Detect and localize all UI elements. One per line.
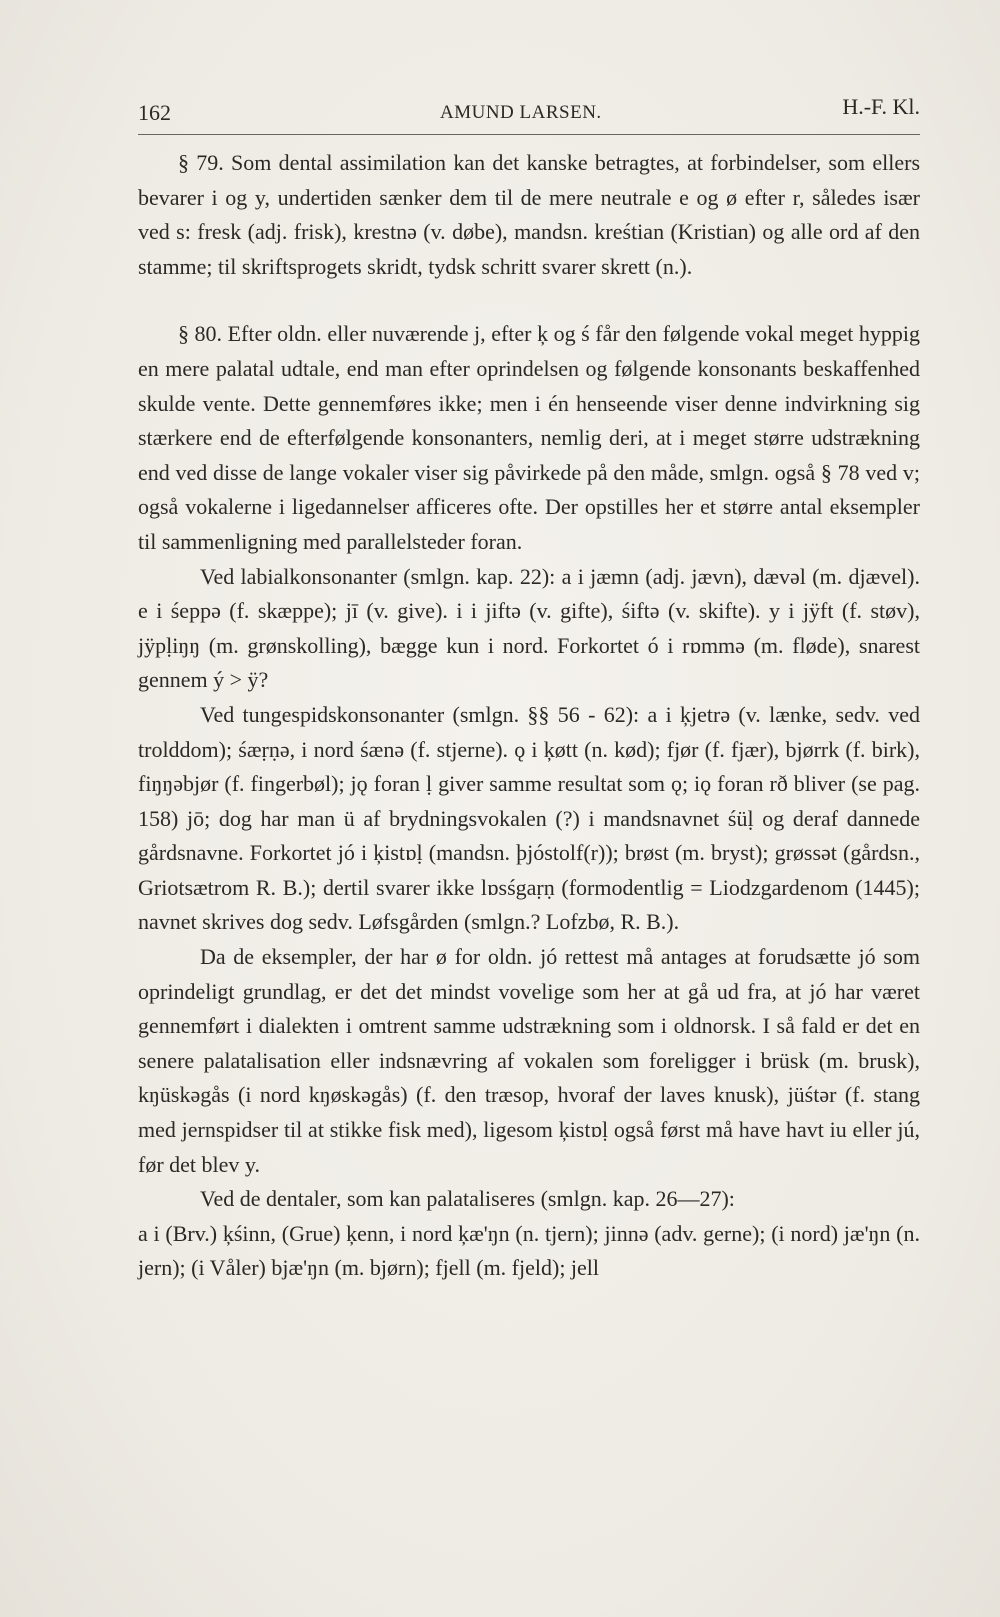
paragraph-tongue-tip: Ved tungespidskonsonanter (smlgn. §§ 56 - 62): a i ķjetrə (v. lænke, sedv. ved trolddom); śæṛṇə, i nord śænə (f. stjerne). ǫ i ķøtt (n. kød); fjør (f. fjær), bjørrk (f. birk), fiŋŋəbjør (f. fingerbøl); jǫ foran ḷ giver samme resultat som ǫ; iǫ foran rð bliver (se pag. 158) jō; dog har man ü af brydningsvokalen (?) i mandsnavnet śüḷ og deraf dannede gårdsnavne. Forkortet jó i ķistɒḷ (mandsn. þjóstolf(r)); brøst (m. bryst); grøssət (gårdsn., Griotsætrom R. B.); dertil svarer ikke lɒsśgaṛṇ (formodentlig = Liodzgardenom (1445); navnet skrives dog sedv. Løfsgården (smlgn.? Lofzbø, R. B.). [138,701,920,935]
running-title: AMUND LARSEN. [440,102,602,123]
paragraph-examples: Da de eksempler, der har ø for oldn. jó rettest må antages at forudsætte jó som oprindeligt grundlag, er det det mindst vovelige som her at gå ud fra, at jó har været gennemført i dialekten i omtrent samme udstrækning som i oldnorsk. I så fald er det en senere palatalisation eller indsnævring af vokalen som foreligger i brüsk (m. brusk), kŋüskəgås (i nord kŋøskəgås) (f. den træsop, hvoraf der laves knusk), jüśtər (f. stang med jernspidser til at stikke fisk med), ligesom ķistɒḷ også først må have havt iu eller jú, før det blev y. [138,944,920,1177]
paragraph-dentals: Ved de dentaler, som kan palataliseres (smlgn. kap. 26—27): [200,1186,735,1212]
paragraph-labial: Ved labialkonsonanter (smlgn. kap. 22): a i jæmn (adj. jævn), dævəl (m. djævel). e i śeppə (f. skæppe); jī (v. give). i i jiftə (v. gifte), śiftə (v. skifte). y i jÿft (f. støv), jÿpḷiŋŋ (m. grønskolling), bægge kun i nord. Forkortet ó i rɒmmə (m. fløde), snarest gennem ý > ÿ? [138,563,920,693]
paragraph-80: § 80. Efter oldn. eller nuværende j, efter ķ og ś får den følgende vokal meget hyppig en mere palatal udtale, end man efter oprindelsen og følgende konsonants beskaffenhed skulde vente. Dette gennemføres ikke; men i én henseende viser denne indvirkning sig stærkere end de efterfølgende konsonanters, nemlig deri, at i meget større udstrækning end ved disse de lange vokaler viser sig påvirkede på den måde, smlgn. også § 78 ved v; også vokalerne i ligedannelser afficeres ofte. Der opstilles her et større antal eksempler til sammenligning med parallelsteder foran. [138,321,920,554]
page-body [138,146,920,1286]
page-header [138,92,920,128]
page-number: 162 [138,100,171,125]
paragraph-79: § 79. Som dental assimilation kan det kanske betragtes, at forbindelser, som ellers bevarer i og y, undertiden sænker dem til de mere neutrale e og ø efter r, således især ved s: fresk (adj. frisk), krestnə (v. døbe), mandsn. kreśtian (Kristian) og alle ord af den stamme; til skriftsprogets skridt, tydsk schritt svarer skrett (n.). [138,150,920,279]
paragraph-dentals-list: a i (Brv.) ķśinn, (Grue) ķenn, i nord ķæ'ŋn (n. tjern); jinnə (adv. gerne); (i nord) jæ'ŋn (n. jern); (i Våler) bjæ'ŋn (m. bjørn); fjell (m. fjeld); jell [138,1220,920,1281]
header-rule [138,134,920,135]
section-mark: H.-F. Kl. [842,94,920,119]
